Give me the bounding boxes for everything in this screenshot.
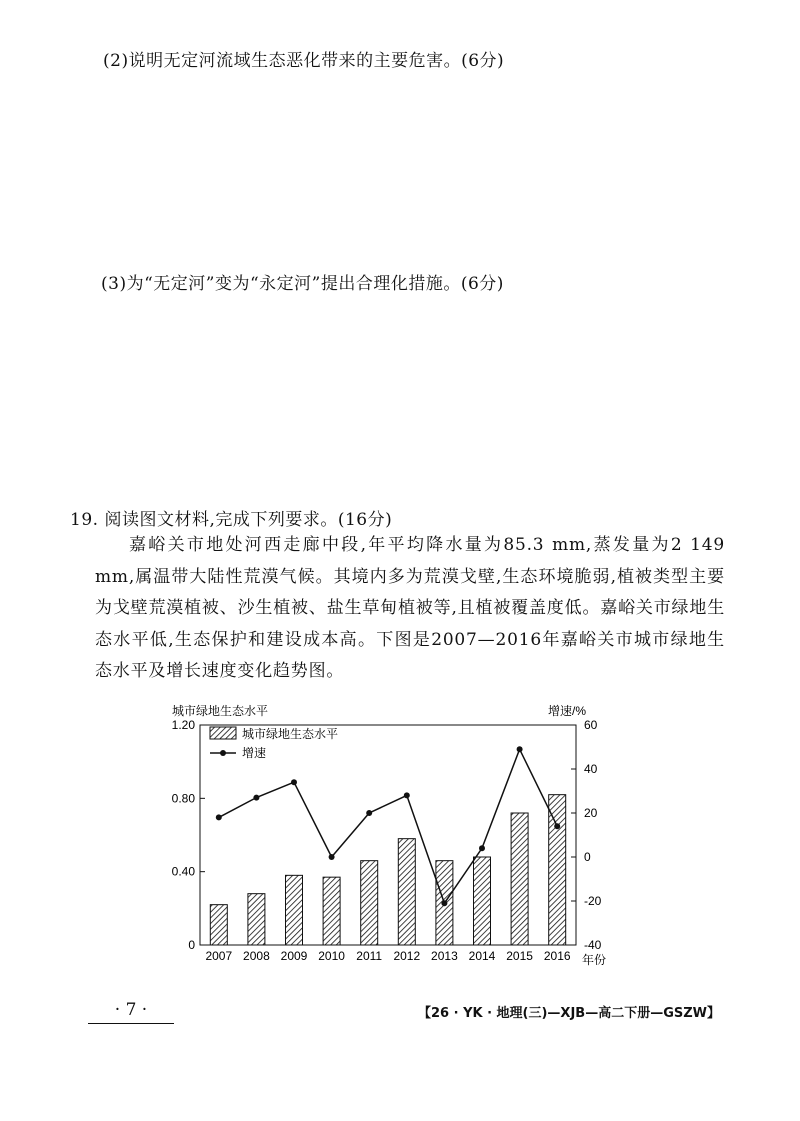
right-tick-label: 20 — [584, 806, 598, 820]
growth-point-2016 — [554, 823, 560, 829]
x-tick-label: 2014 — [468, 949, 496, 963]
x-tick-label: 2012 — [393, 949, 421, 963]
x-tick-label: 2010 — [318, 949, 345, 963]
right-tick-label: 0 — [584, 850, 591, 864]
right-tick-label: 40 — [584, 762, 598, 776]
x-tick-label: 2007 — [205, 949, 233, 963]
x-axis-label: 年份 — [581, 953, 607, 967]
right-tick-label: 60 — [584, 718, 598, 732]
line-series — [216, 746, 560, 906]
x-tick-label: 2009 — [280, 949, 308, 963]
growth-point-2013 — [441, 900, 447, 906]
bar-2009 — [286, 875, 303, 945]
x-tick-label: 2008 — [243, 949, 270, 963]
x-tick-label: 2011 — [356, 949, 383, 963]
bar-2015 — [511, 813, 528, 945]
bar-2012 — [398, 839, 415, 945]
growth-point-2009 — [291, 779, 297, 785]
exam-code: 【26 · YK · 地理(三)—XJB—高二下册—GSZW】 — [417, 1006, 720, 1021]
page-number: · 7 · — [88, 1000, 174, 1024]
legend — [210, 726, 338, 760]
legend-line-marker — [220, 750, 226, 756]
growth-point-2015 — [517, 746, 523, 752]
bar-2014 — [474, 857, 491, 945]
left-tick-label: 0.40 — [171, 864, 195, 879]
growth-point-2011 — [366, 810, 372, 816]
growth-point-2007 — [216, 814, 222, 820]
growth-line — [219, 749, 557, 903]
question-2: (2)说明无定河流域生态恶化带来的主要危害。(6分) — [103, 51, 505, 71]
bar-2008 — [248, 894, 265, 945]
left-tick-label: 0 — [188, 938, 195, 952]
legend-bar-swatch — [210, 727, 236, 739]
right-axis-label: 增速/% — [548, 704, 587, 718]
bar-series — [210, 795, 565, 945]
left-axis-label: 城市绿地生态水平 — [172, 704, 269, 718]
bar-2010 — [323, 877, 340, 945]
right-tick-label: -40 — [584, 938, 602, 952]
right-tick-label: -20 — [584, 894, 602, 908]
bar-2011 — [361, 861, 378, 945]
growth-point-2014 — [479, 845, 485, 851]
x-tick-label: 2016 — [543, 949, 571, 963]
legend-bar-label: 城市绿地生态水平 — [242, 727, 339, 741]
growth-point-2008 — [253, 795, 259, 801]
growth-point-2012 — [404, 792, 410, 798]
left-tick-label: 1.20 — [171, 718, 195, 732]
material-paragraph: 嘉峪关市地处河西走廊中段,年平均降水量为85.3 mm,蒸发量为2 149 mm,属温带大陆性荒漠气候。其境内多为荒漠戈壁,生态环境脆弱,植被类型主要为戈壁荒漠植被、沙生植被、盐生草甸植被等,且植被覆盖度低。嘉峪关市绿地生态水平低,生态保护和建设成本高。下图是2007—2016年嘉峪关市城市绿地生态水平及增长速度变化趋势图。 — [95, 535, 725, 681]
bar-2007 — [210, 905, 227, 945]
bar-2016 — [549, 795, 566, 945]
x-tick-label: 2015 — [506, 949, 533, 963]
legend-line-label: 增速 — [242, 746, 267, 760]
x-tick-label: 2013 — [431, 949, 458, 963]
growth-point-2010 — [329, 854, 335, 860]
x-axis-ticks — [205, 949, 570, 963]
question-19-material — [95, 530, 725, 688]
question-3: (3)为“无定河”变为“永定河”提出合理化措施。(6分) — [101, 274, 504, 294]
left-tick-label: 0.80 — [171, 791, 195, 806]
question-19-title: 19. 阅读图文材料,完成下列要求。(16分) — [70, 510, 393, 530]
green-ecology-chart — [150, 695, 630, 975]
